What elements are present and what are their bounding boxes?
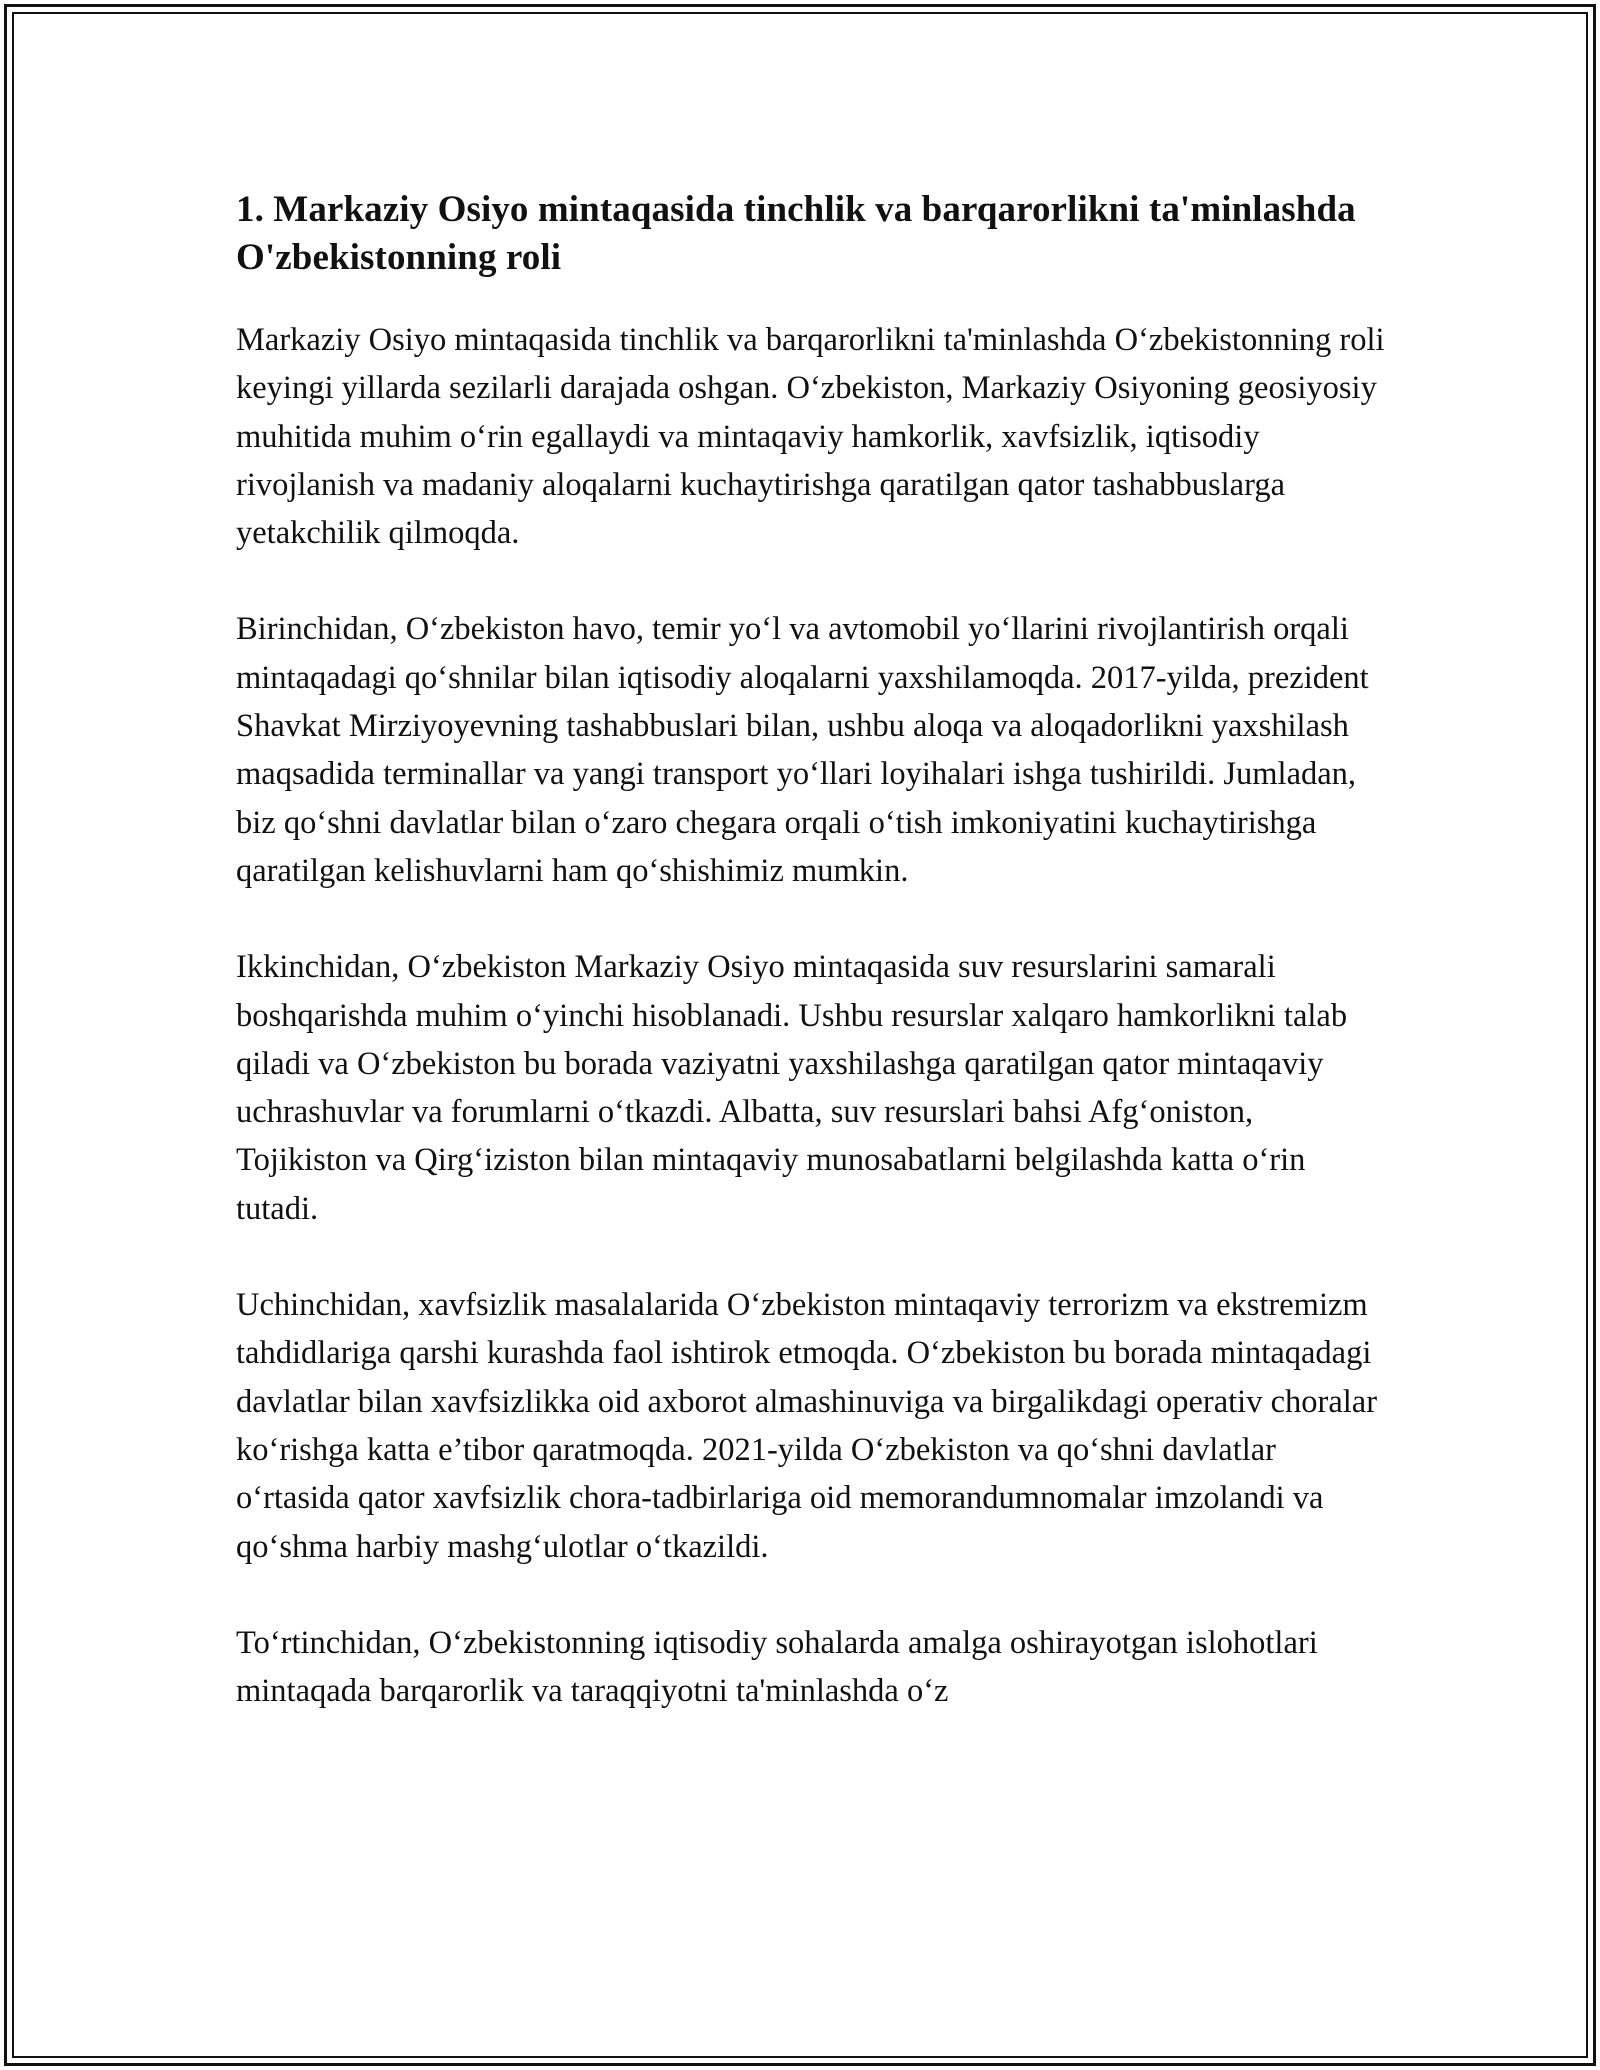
paragraph-fourth-point: To‘rtinchidan, O‘zbekistonning iqtisodiy sohalarda amalga oshirayotgan islohotlari mintaqada barqarorlik va taraqqiyotni ta'minlashda o‘z [236,1624,1318,1710]
paragraph-second-point: Ikkinchidan, O‘zbekiston Markaziy Osiyo mintaqasida suv resurslarini samarali boshqarishda muhim o‘yinchi hisoblanadi. Ushbu resurslar xalqaro hamkorlikni talab qiladi va O‘zbekiston bu borada vaziyatni yaxshilashga qaratilgan qator mintaqaviy uchrashuvlar va forumlarni o‘tkazdi. Albatta, suv resurslari bahsi Afg‘oniston, Tojikiston va Qirg‘iziston bilan mintaqaviy munosabatlarni belgilashda katta o‘rin tutadi. [236,949,1348,1227]
section-heading: 1. Markaziy Osiyo mintaqasida tinchlik va barqarorlikni ta'minlashda O'zbekistonning roli [236,189,1356,278]
paragraph-intro: Markaziy Osiyo mintaqasida tinchlik va barqarorlikni ta'minlashda O‘zbekistonning roli keyingi yillarda sezilarli darajada oshgan. O‘zbekiston, Markaziy Osiyoning geosiyosiy muhitida muhim o‘rin egallaydi va mintaqaviy hamkorlik, xavfsizlik, iqtisodiy rivojlanish va madaniy aloqalarni kuchaytirishga qaratilgan qator tashabbuslarga yetakchilik qilmoqda. [236,322,1385,552]
paragraph-first-point: Birinchidan, O‘zbekiston havo, temir yo‘l va avtomobil yo‘llarini rivojlantirish orqali mintaqadagi qo‘shnilar bilan iqtisodiy aloqalarni yaxshilamoqda. 2017-yilda, prezident Shavkat Mirziyoyevning tashabbuslari bilan, ushbu aloqa va aloqadorlikni yaxshilash maqsadida terminallar va yangi transport yo‘llari loyihalari ishga tushirildi. Jumladan, biz qo‘shni davlatlar bilan o‘zaro chegara orqali o‘tish imkoniyatini kuchaytirishga qaratilgan kelishuvlarni ham qo‘shishimiz mumkin. [236,611,1369,889]
paragraph-third-point: Uchinchidan, xavfsizlik masalalarida O‘zbekiston mintaqaviy terrorizm va ekstremizm tahdidlariga qarshi kurashda faol ishtirok etmoqda. O‘zbekiston bu borada mintaqadagi davlatlar bilan xavfsizlikka oid axborot almashinuviga va birgalikdagi operativ choralar ko‘rishga katta e’tibor qaratmoqda. 2021-yilda O‘zbekiston va qo‘shni davlatlar o‘rtasida qator xavfsizlik chora-tadbirlariga oid memorandumnomalar imzolandi va qo‘shma harbiy mashg‘ulotlar o‘tkazildi. [236,1287,1378,1565]
document-page [236,186,1386,1763]
